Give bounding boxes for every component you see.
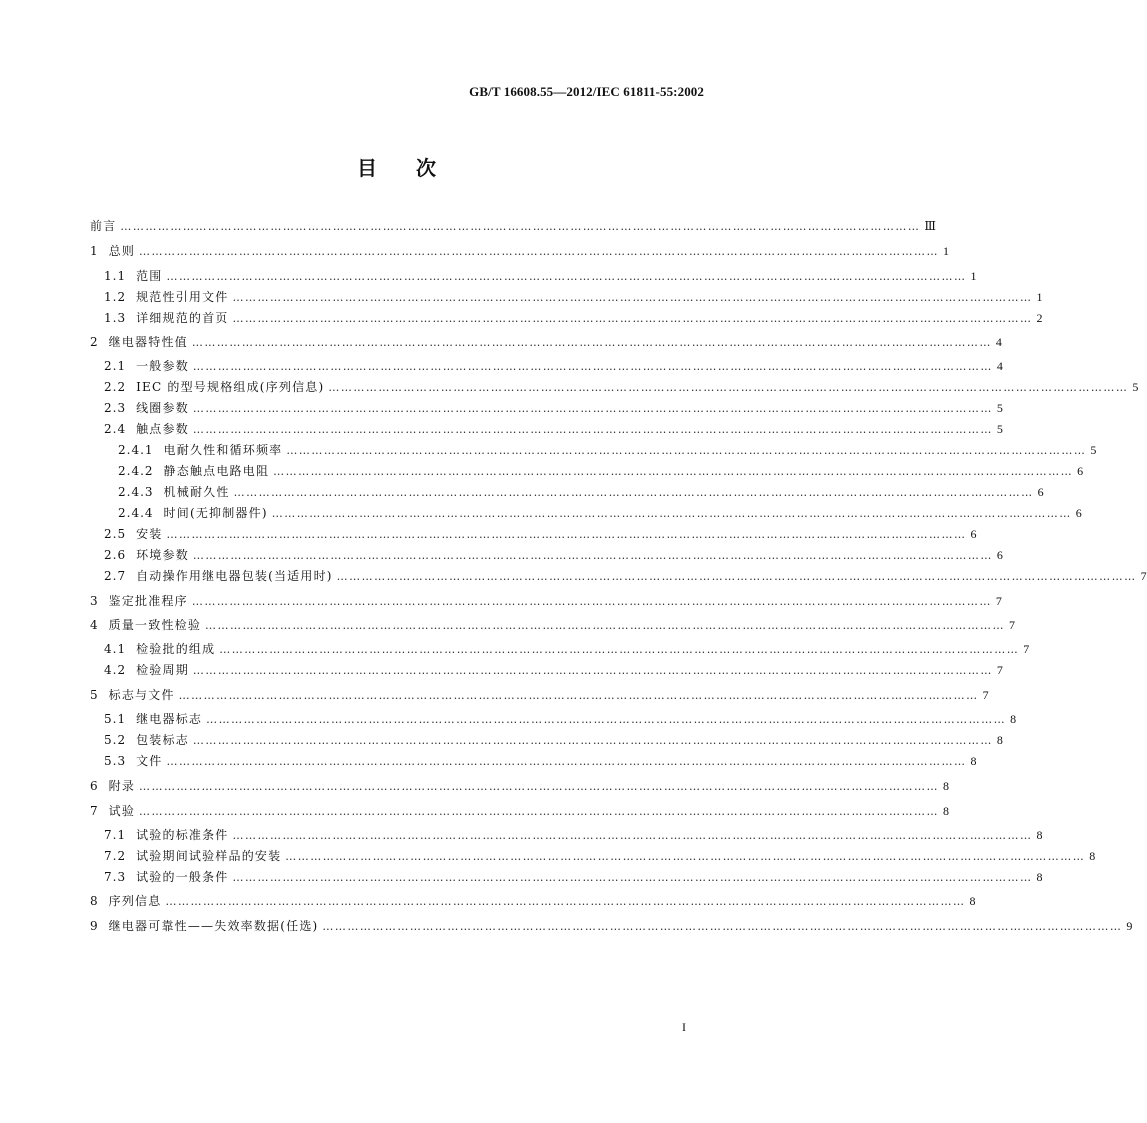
toc-entry-number: 2.2 bbox=[104, 380, 127, 394]
toc-entry-2-3[interactable] bbox=[90, 400, 1003, 416]
page-title-char-2: 次 bbox=[416, 156, 437, 180]
toc-entry-number: 7.2 bbox=[104, 849, 127, 863]
toc-entry-number: 2 bbox=[90, 335, 99, 349]
toc-entry-7-3[interactable] bbox=[90, 869, 1043, 885]
toc-entry-title: 试验期间试验样品的安装 bbox=[136, 849, 282, 863]
toc-entry-page: 9 bbox=[1126, 919, 1133, 933]
toc-entry-2-5[interactable] bbox=[90, 526, 977, 542]
toc-entry-page: 6 bbox=[1037, 485, 1044, 499]
toc-entry-page: 8 bbox=[1036, 870, 1043, 884]
toc-entry-number: 2.4.3 bbox=[118, 485, 154, 499]
toc-entry-2-4-2[interactable] bbox=[90, 463, 1084, 479]
toc-entry-number: 3 bbox=[90, 594, 99, 608]
toc-entry-page: 6 bbox=[996, 548, 1003, 562]
toc-entry-number: 4 bbox=[90, 618, 99, 632]
toc-entry-5[interactable] bbox=[90, 687, 989, 703]
toc-entry-number: 7.1 bbox=[104, 828, 127, 842]
toc-entry-title: 检验周期 bbox=[136, 663, 189, 677]
toc-entry-2-6[interactable] bbox=[90, 547, 1003, 563]
toc-leader-dots: ………………………………………………………………………………………………………………………………………………………………………… bbox=[206, 713, 1007, 726]
toc-entry-title: 电耐久性和循环频率 bbox=[163, 443, 283, 457]
toc-entry-page: 1 bbox=[970, 269, 977, 283]
toc-leader-dots: ………………………………………………………………………………………………………………………………………………………………………… bbox=[232, 291, 1033, 304]
toc-entry-page: 6 bbox=[1075, 506, 1082, 520]
toc-entry-title: 线圈参数 bbox=[136, 401, 189, 415]
toc-leader-dots: ………………………………………………………………………………………………………………………………………………………………………… bbox=[139, 245, 940, 258]
toc-leader-dots: ………………………………………………………………………………………………………………………………………………………………………… bbox=[271, 507, 1072, 520]
toc-entry-page: 5 bbox=[1090, 443, 1097, 457]
toc-entry-title: 前言 bbox=[90, 219, 117, 233]
toc-leader-dots: ………………………………………………………………………………………………………………………………………………………………………… bbox=[191, 336, 992, 349]
toc-entry-7-1[interactable] bbox=[90, 827, 1043, 843]
toc-entry-number: 2.4 bbox=[104, 422, 127, 436]
toc-leader-dots: ………………………………………………………………………………………………………………………………………………………………………… bbox=[120, 220, 921, 233]
toc-entry-title: 质量一致性检验 bbox=[108, 618, 202, 632]
toc-leader-dots: ………………………………………………………………………………………………………………………………………………………………………… bbox=[192, 423, 993, 436]
toc-entry-6[interactable] bbox=[90, 778, 950, 794]
toc-entry-title: 总则 bbox=[108, 244, 136, 258]
toc-entry-title: 详细规范的首页 bbox=[136, 311, 229, 325]
toc-leader-dots: ………………………………………………………………………………………………………………………………………………………………………… bbox=[232, 871, 1033, 884]
toc-leader-dots: ………………………………………………………………………………………………………………………………………………………………………… bbox=[139, 780, 940, 793]
toc-entry-title: 标志与文件 bbox=[108, 688, 175, 702]
toc-entry-title: 一般参数 bbox=[136, 359, 189, 373]
toc-entry-1-2[interactable] bbox=[90, 289, 1043, 305]
toc-entry-title: 继电器可靠性——失效率数据(任选) bbox=[108, 919, 319, 933]
toc-entry-number: 2.1 bbox=[104, 359, 127, 373]
standard-number: GB/T 16608.55—2012/IEC 61811-55:2002 bbox=[469, 84, 704, 99]
toc-leader-dots: ………………………………………………………………………………………………………………………………………………………………………… bbox=[322, 920, 1123, 933]
toc-entry-page: 2 bbox=[1036, 311, 1043, 325]
toc-entry-2-7[interactable] bbox=[90, 568, 1147, 584]
toc-leader-dots: ………………………………………………………………………………………………………………………………………………………………………… bbox=[232, 312, 1033, 325]
toc-entry-number: 2.4.4 bbox=[118, 506, 154, 520]
toc-entry-title: 试验的一般条件 bbox=[136, 870, 229, 884]
toc-leader-dots: ………………………………………………………………………………………………………………………………………………………………………… bbox=[336, 570, 1137, 583]
toc-entry-title: 继电器标志 bbox=[136, 712, 203, 726]
toc-entry-title: 范围 bbox=[136, 269, 163, 283]
toc-leader-dots: ………………………………………………………………………………………………………………………………………………………………………… bbox=[192, 360, 993, 373]
toc-entry-number: 9 bbox=[90, 919, 99, 933]
toc-leader-dots: ………………………………………………………………………………………………………………………………………………………………………… bbox=[165, 895, 966, 908]
toc-entry-title: 附录 bbox=[108, 779, 136, 793]
toc-leader-dots: ………………………………………………………………………………………………………………………………………………………………………… bbox=[178, 689, 979, 702]
toc-entry-3[interactable] bbox=[90, 593, 1002, 609]
toc-entry-title: IEC 的型号规格组成(序列信息) bbox=[136, 380, 325, 394]
toc-entry-5-1[interactable] bbox=[90, 711, 1017, 727]
toc-leader-dots: ………………………………………………………………………………………………………………………………………………………………………… bbox=[139, 805, 940, 818]
toc-entry-4-2[interactable] bbox=[90, 662, 1003, 678]
toc-leader-dots: ………………………………………………………………………………………………………………………………………………………………………… bbox=[328, 381, 1129, 394]
toc-entry-title: 安装 bbox=[136, 527, 163, 541]
toc-entry-page: 8 bbox=[969, 894, 976, 908]
page-title bbox=[0, 152, 794, 181]
toc-entry-page: 1 bbox=[1036, 290, 1043, 304]
toc-leader-dots: ………………………………………………………………………………………………………………………………………………………………………… bbox=[219, 643, 1020, 656]
toc-entry-number: 2.3 bbox=[104, 401, 127, 415]
toc-entry-number: 4.2 bbox=[104, 663, 127, 677]
toc-entry-page: 6 bbox=[1077, 464, 1084, 478]
toc-entry-5-3[interactable] bbox=[90, 753, 977, 769]
toc-entry-number: 4.1 bbox=[104, 642, 127, 656]
toc-entry-number: 1.1 bbox=[104, 269, 127, 283]
toc-entry-page: 6 bbox=[970, 527, 977, 541]
toc-leader-dots: ………………………………………………………………………………………………………………………………………………………………………… bbox=[233, 486, 1034, 499]
toc-entry-number: 7.3 bbox=[104, 870, 127, 884]
toc-entry-number: 1.3 bbox=[104, 311, 127, 325]
toc-entry-9[interactable] bbox=[90, 918, 1133, 934]
toc-entry-page: 4 bbox=[995, 335, 1002, 349]
toc-entry-page: 7 bbox=[996, 663, 1003, 677]
toc-entry-page: 5 bbox=[996, 422, 1003, 436]
toc-entry-page: 7 bbox=[982, 688, 989, 702]
toc-leader-dots: ………………………………………………………………………………………………………………………………………………………………………… bbox=[166, 270, 967, 283]
toc-leader-dots: ………………………………………………………………………………………………………………………………………………………………………… bbox=[191, 595, 992, 608]
toc-entry-2-2[interactable] bbox=[90, 379, 1139, 395]
toc-leader-dots: ………………………………………………………………………………………………………………………………………………………………………… bbox=[285, 850, 1086, 863]
toc-entry-1[interactable] bbox=[90, 243, 950, 259]
toc-leader-dots: ………………………………………………………………………………………………………………………………………………………………………… bbox=[192, 402, 993, 415]
toc-entry-2-1[interactable] bbox=[90, 358, 1003, 374]
toc-entry-title: 包装标志 bbox=[136, 733, 189, 747]
toc-entry-title: 触点参数 bbox=[136, 422, 189, 436]
toc-entry-page: 7 bbox=[1140, 569, 1147, 583]
toc-entry-1-3[interactable] bbox=[90, 310, 1043, 326]
toc-entry-1-1[interactable] bbox=[90, 268, 977, 284]
toc-entry-title: 鉴定批准程序 bbox=[108, 594, 188, 608]
toc-entry-number: 1 bbox=[90, 244, 99, 258]
toc-entry-number: 2.5 bbox=[104, 527, 127, 541]
toc-entry-4-1[interactable] bbox=[90, 641, 1030, 657]
toc-entry-5-2[interactable] bbox=[90, 732, 1003, 748]
toc-entry-title: 规范性引用文件 bbox=[136, 290, 229, 304]
toc-entry-title: 时间(无抑制器件) bbox=[163, 506, 268, 520]
toc-leader-dots: ………………………………………………………………………………………………………………………………………………………………………… bbox=[232, 829, 1033, 842]
toc-entry-number: 1.2 bbox=[104, 290, 127, 304]
toc-leader-dots: ………………………………………………………………………………………………………………………………………………………………………… bbox=[205, 619, 1006, 632]
toc-leader-dots: ………………………………………………………………………………………………………………………………………………………………………… bbox=[192, 549, 993, 562]
toc-leader-dots: ………………………………………………………………………………………………………………………………………………………………………… bbox=[286, 444, 1087, 457]
toc-leader-dots: ………………………………………………………………………………………………………………………………………………………………………… bbox=[273, 465, 1074, 478]
toc-entry-number: 6 bbox=[90, 779, 99, 793]
toc-entry-4[interactable] bbox=[90, 617, 1016, 633]
toc-entry-page: 7 bbox=[995, 594, 1002, 608]
toc-entry-title: 文件 bbox=[136, 754, 163, 768]
toc-entry-number: 5.2 bbox=[104, 733, 127, 747]
toc-entry-2-4-3[interactable] bbox=[90, 484, 1044, 500]
toc-entry-title: 机械耐久性 bbox=[163, 485, 230, 499]
toc-entry-foreword[interactable] bbox=[90, 218, 936, 234]
toc-entry-page: 8 bbox=[1089, 849, 1096, 863]
toc-entry-page: 1 bbox=[943, 244, 950, 258]
toc-entry-page: 8 bbox=[943, 804, 950, 818]
toc-entry-title: 试验 bbox=[108, 804, 136, 818]
toc-entry-page: 4 bbox=[996, 359, 1003, 373]
toc-entry-8[interactable] bbox=[90, 893, 976, 909]
toc-entry-title: 自动操作用继电器包装(当适用时) bbox=[136, 569, 333, 583]
page-number: I bbox=[682, 1020, 686, 1034]
toc-entry-2-4[interactable] bbox=[90, 421, 1003, 437]
toc-entry-page: 8 bbox=[943, 779, 950, 793]
toc-entry-2-4-4[interactable] bbox=[90, 505, 1082, 521]
toc-entry-7[interactable] bbox=[90, 803, 950, 819]
toc-entry-2-4-1[interactable] bbox=[90, 442, 1097, 458]
toc-entry-page: 8 bbox=[970, 754, 977, 768]
toc-entry-number: 5.1 bbox=[104, 712, 127, 726]
toc-leader-dots: ………………………………………………………………………………………………………………………………………………………………………… bbox=[192, 664, 993, 677]
toc-entry-number: 5.3 bbox=[104, 754, 127, 768]
toc-leader-dots: ………………………………………………………………………………………………………………………………………………………………………… bbox=[166, 755, 967, 768]
toc-entry-page: 8 bbox=[1036, 828, 1043, 842]
toc-entry-page: 8 bbox=[996, 733, 1003, 747]
toc-leader-dots: ………………………………………………………………………………………………………………………………………………………………………… bbox=[192, 734, 993, 747]
toc-entry-title: 环境参数 bbox=[136, 548, 189, 562]
toc-leader-dots: ………………………………………………………………………………………………………………………………………………………………………… bbox=[166, 528, 967, 541]
toc-entry-2[interactable] bbox=[90, 334, 1002, 350]
toc-entry-page: 7 bbox=[1009, 618, 1016, 632]
toc-entry-title: 继电器特性值 bbox=[108, 335, 188, 349]
toc-entry-page: 8 bbox=[1010, 712, 1017, 726]
toc-entry-number: 5 bbox=[90, 688, 99, 702]
toc-entry-page: 5 bbox=[996, 401, 1003, 415]
toc-entry-7-2[interactable] bbox=[90, 848, 1096, 864]
toc-entry-number: 2.6 bbox=[104, 548, 127, 562]
page-title-char-1: 目 bbox=[357, 156, 378, 180]
toc-entry-number: 7 bbox=[90, 804, 99, 818]
toc-entry-page: 5 bbox=[1132, 380, 1139, 394]
toc-entry-title: 静态触点电路电阻 bbox=[163, 464, 270, 478]
toc-entry-page: Ⅲ bbox=[924, 219, 936, 233]
toc-entry-title: 检验批的组成 bbox=[136, 642, 216, 656]
toc-entry-number: 2.4.2 bbox=[118, 464, 154, 478]
toc-entry-number: 2.4.1 bbox=[118, 443, 154, 457]
toc-entry-number: 2.7 bbox=[104, 569, 127, 583]
toc-entry-number: 8 bbox=[90, 894, 99, 908]
toc-entry-title: 序列信息 bbox=[108, 894, 162, 908]
toc-entry-page: 7 bbox=[1023, 642, 1030, 656]
toc-entry-title: 试验的标准条件 bbox=[136, 828, 229, 842]
